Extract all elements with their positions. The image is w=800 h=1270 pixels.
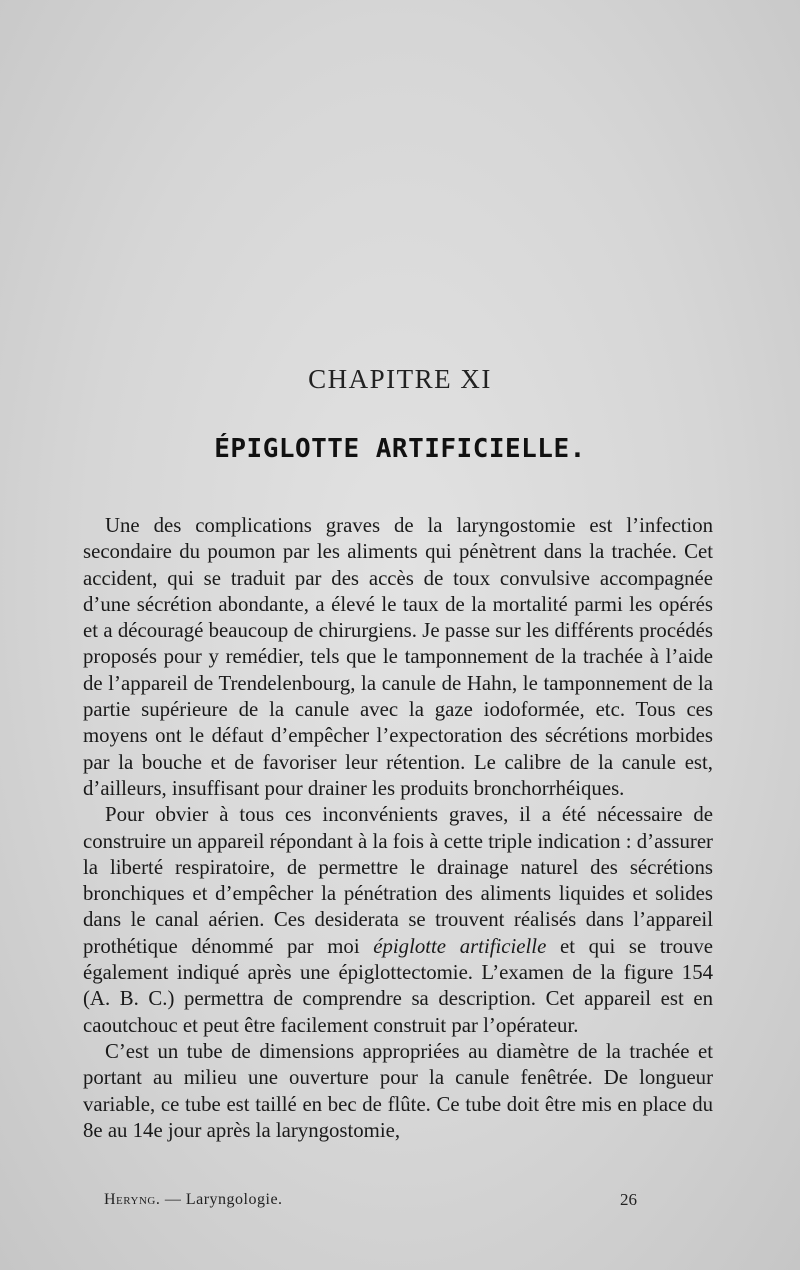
footer-book-title: Laryngologie.: [185, 1191, 283, 1208]
paragraph-2: [83, 802, 713, 1039]
paragraph-2-text-b: et qui se trouve également indiqué après une épiglottectomie. L’examen de la figure 154 (A. B. C.) permettra de comprendre sa description. Cet appareil est en caoutchouc et peut être facilement construit par l’opérateur.: [83, 934, 713, 1037]
body-text: [83, 513, 713, 1144]
chapter-heading: CHAPITRE XI: [308, 364, 492, 394]
footer-author: Heryng.: [104, 1191, 161, 1208]
paragraph-1: Une des complications graves de la laryngostomie est l’infection secondaire du poumon par les aliments qui pénètrent dans la trachée. Cet accident, qui se traduit par des accès de toux convulsive accompagnée d’une sécrétion abondante, a élevé le taux de la mortalité parmi les opérés et a découragé beaucoup de chirurgiens. Je passe sur les différents procédés proposés pour y remédier, tels que le tamponnement de la trachée à l’aide de l’appareil de Trendelenbourg, la canule de Hahn, le tamponnement de la partie supérieure de la canule avec la gaze iodoformée, etc. Tous ces moyens ont le défaut d’empêcher l’expectoration des sécrétions morbides par la bouche et de favoriser leur rétention. Le calibre de la canule est, d’ailleurs, insuffisant pour drainer les produits bronchorrhéiques.: [83, 514, 713, 800]
page-number: 26: [620, 1190, 637, 1209]
paragraph-3: C’est un tube de dimensions appropriées au diamètre de la trachée et portant au milieu une ouverture pour la canule fenêtrée. De longueur variable, ce tube est taillé en bec de flûte. Ce tube doit être mis en place du 8e au 14e jour après la laryngostomie,: [83, 1039, 713, 1142]
paragraph-2-emphasis: épiglotte artificielle: [373, 934, 547, 958]
chapter-title: ÉPIGLOTTE ARTIFICIELLE.: [214, 434, 586, 464]
running-footer: [104, 1191, 283, 1209]
paragraph-2-text-a: Pour obvier à tous ces inconvénients graves, il a été nécessaire de construire un appareil répondant à la fois à cette triple indication : d’assurer la liberté respiratoire, de permettre le drainage naturel des sécrétions bronchiques et d’empêcher la pénétration des aliments liquides et solides dans le canal aérien. Ces desiderata se trouvent réalisés dans l’appareil prothétique dénommé par moi: [83, 803, 713, 958]
footer-separator: —: [164, 1191, 182, 1208]
